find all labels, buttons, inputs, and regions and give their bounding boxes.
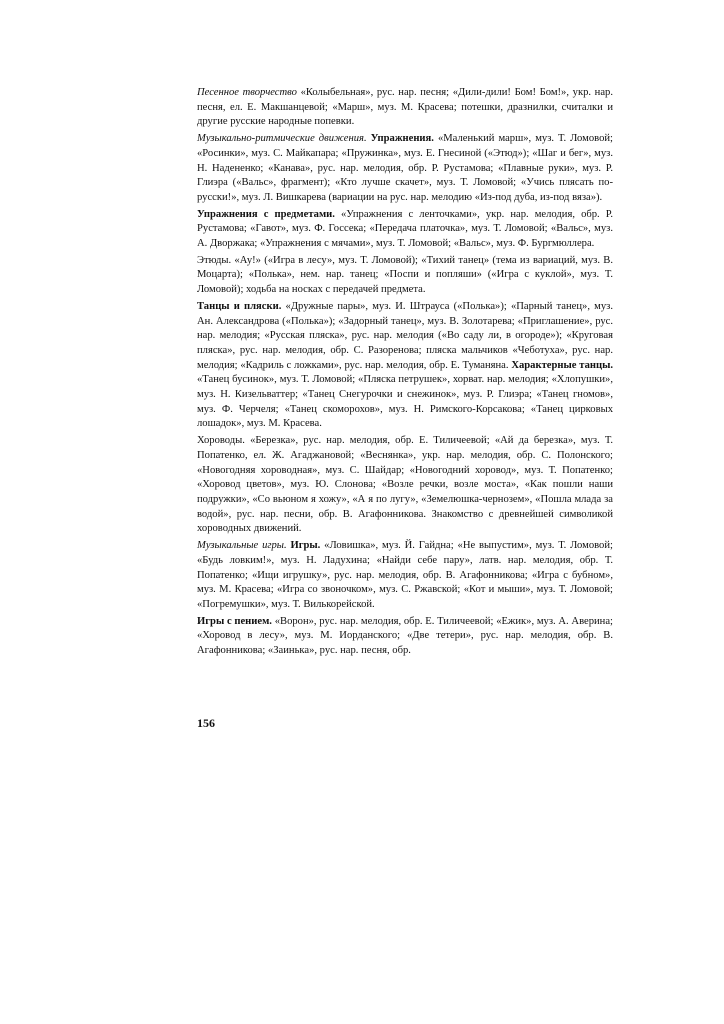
paragraph-text: «Дружные пары», муз. И. Штрауса («Полька»); «Парный танец», муз. Ан. Александрова («Полька»); «Задорный танец», муз. В. Золотарева; «Приглашение», рус. нар. мелодия; «Русская пляска», рус. нар. мелодия («Во саду ли, в огороде»); «Круговая пляска», рус. нар. мелодия, обр. С. Разоренова; пляска мальчиков «Чеботуха», рус. нар. мелодия; «Кадриль с ложками», рус. нар. мелодия, обр. Е. Туманяна.	[197, 300, 613, 371]
paragraph	[197, 615, 613, 659]
paragraph-text: «Ловишка», муз. Й. Гайдна; «Не выпустим», муз. Т. Ломовой; «Будь ловким!», муз. Н. Ладухина; «Найди себе пару», латв. нар. мелодия, обр. Т. Попатенко; «Ищи игрушку», рус. нар. мелодия, обр. В. Агафонникова; «Игра с бубном», муз. М. Красева; «Игра со звоночком», муз. С. Ржавской; «Кот и мыши», муз. Т. Ломовой; «Погремушки», муз. Т. Вилькорейской.	[197, 540, 613, 610]
paragraph	[197, 254, 613, 298]
section-label: Музыкально-ритмические движения.	[197, 133, 367, 145]
paragraph	[197, 132, 613, 206]
paragraph	[197, 300, 613, 432]
section-heading: Упражнения.	[370, 133, 434, 145]
body-text	[197, 86, 613, 659]
page-number: 156	[197, 716, 215, 730]
section-label: Песенное творчество	[197, 87, 297, 98]
section-heading: Характерные танцы.	[511, 359, 613, 371]
paragraph-text: «Упражнения с ленточками», укр. нар. мелодия, обр. Р. Рустамова; «Гавот», муз. Ф. Госсека; «Передача платочка», муз. Т. Ломовой; «Вальс», муз. А. Дворжака; «Упражнения с мячами», муз. Т. Ломовой; «Вальс», муз. Ф. Бургмюллера.	[197, 208, 613, 250]
paragraph-text: «Колыбельная», рус. нар. песня; «Дили-дили! Бом! Бом!», укр. нар. песня, ел. Е. Макшанцевой; «Марш», муз. М. Красева; потешки, дразнилки, считалки и другие русские народные попевки.	[197, 87, 613, 128]
paragraph	[197, 434, 613, 537]
paragraph-text: Этюды. «Ау!» («Игра в лесу», муз. Т. Ломовой); «Тихий танец» (тема из вариаций, муз. В. Моцарта); «Полька», нем. нар. танец; «Поспи и попляши» («Игра с куклой», муз. Т. Ломовой); ходьба на носках с передачей предмета.	[197, 254, 613, 296]
section-heading: Игры с пением.	[197, 615, 272, 627]
paragraph-text: Хороводы. «Березка», рус. нар. мелодия, обр. Е. Тиличеевой; «Ай да березка», муз. Т. Попатенко, ел. Ж. Агаджановой; «Веснянка», укр. нар. мелодия, обр. С. Полонского; «Новогодняя хороводная», муз. С. Шайдар; «Новогодний хоровод», муз. Т. Попатенко; «Хоровод цветов», муз. Ю. Слонова; «Возле речки, возле моста», «Как пошли наши подружки», «Со вьюном я хожу», «А я по лугу», «Земелюшка-чернозем», «Пошла млада за водой», рус. нар. песни, обр. В. Агафонникова. Знакомство с древнейшей символикой хороводных движений.	[197, 435, 613, 535]
paragraph-text: «Ворон», рус. нар. мелодия, обр. Е. Тиличеевой; «Ежик», муз. А. Аверина; «Хоровод в лесу», муз. М. Иорданского; «Две тетери», рус. нар. мелодия, обр. В. Агафонникова; «Заинька», рус. нар. песня, обр.	[197, 615, 613, 657]
paragraph-text: «Маленький марш», муз. Т. Ломовой; «Росинки», муз. С. Майкапара; «Пружинка», муз. Е. Гнесиной («Этюд»); «Шаг и бег», муз. Н. Надененко; «Канава», рус. нар. мелодия, обр. Р. Рустамова; «Плавные руки», муз. Р. Глиэра («Вальс», фрагмент); «Кто лучше скачет», муз. Т. Ломовой; «Учись плясать по-русски!», муз. Л. Вишкарева (вариации на рус. нар. мелодию «Из-под дуба, из-под вяза»).	[197, 133, 613, 203]
paragraph	[197, 86, 613, 130]
paragraph	[197, 539, 613, 613]
paragraph	[197, 208, 613, 252]
section-heading: Игры.	[290, 540, 321, 552]
section-label: Музыкальные игры.	[197, 540, 287, 552]
section-heading: Упражнения с предметами.	[197, 208, 335, 220]
section-heading: Танцы и пляски.	[197, 300, 282, 312]
paragraph-text: «Танец бусинок», муз. Т. Ломовой; «Пляска петрушек», хорват. нар. мелодия; «Хлопушки», муз. Н. Кизельваттер; «Танец Снегурочки и снежинок», муз. Р. Глиэра; «Танец гномов», муз. Ф. Черчеля; «Танец скоморохов», муз. Н. Римского-Корсакова; «Танец цирковых лошадок», муз. М. Красева.	[197, 374, 613, 430]
